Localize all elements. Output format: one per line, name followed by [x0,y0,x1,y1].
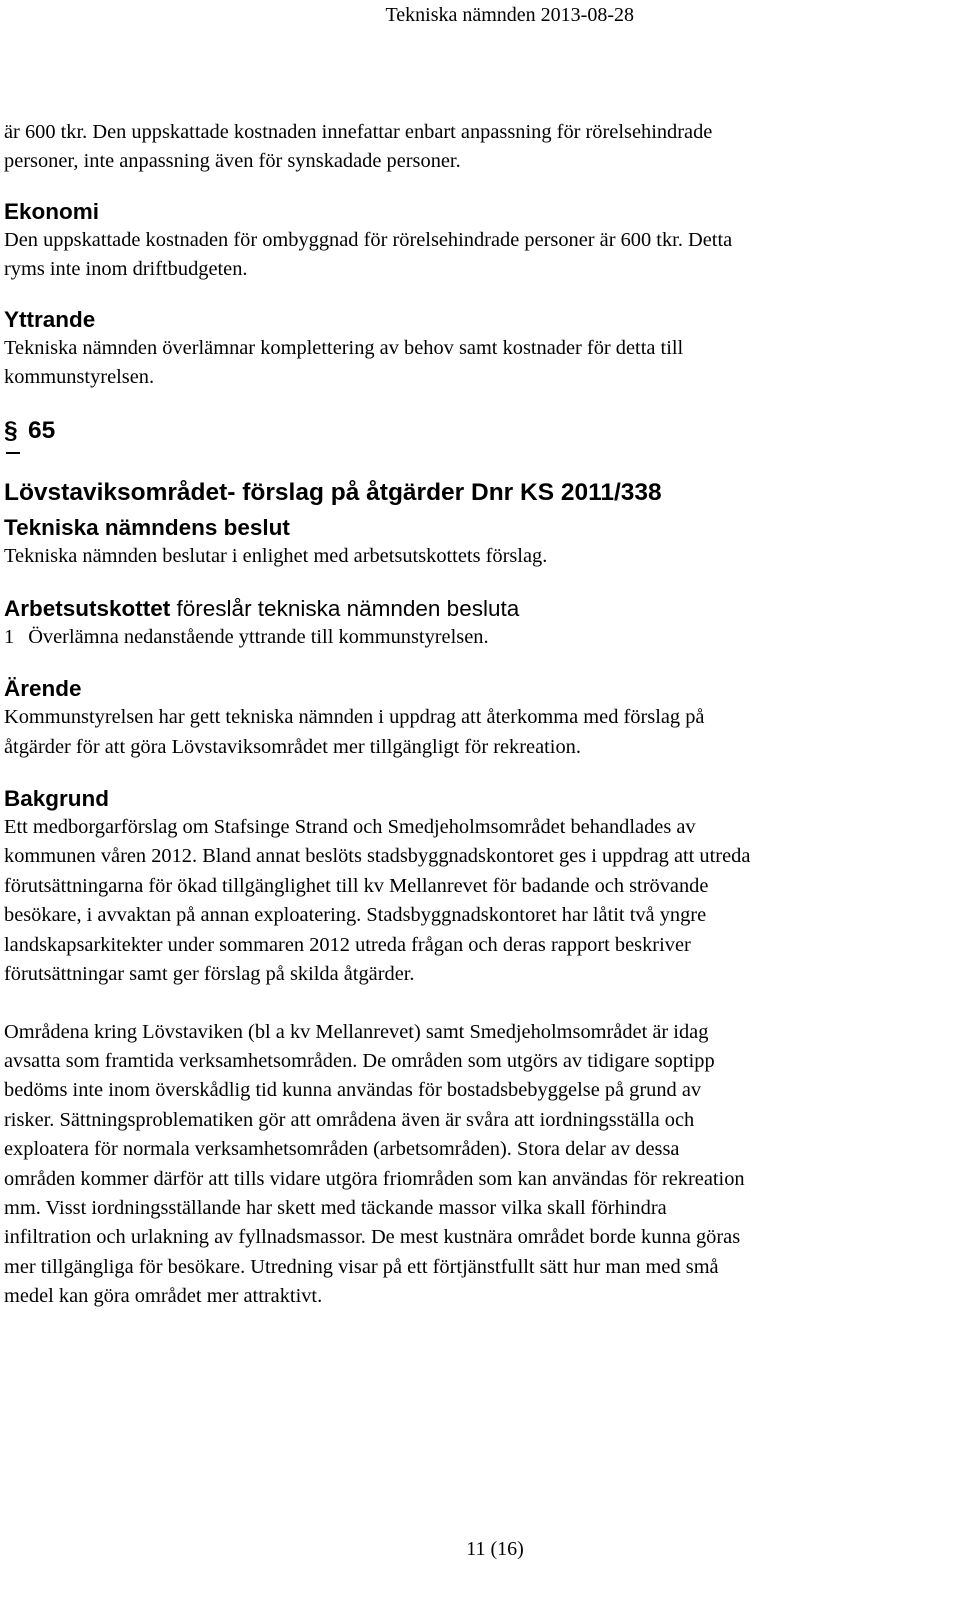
omradena-line-2: avsatta som framtida verksamhetsområden. De områden som utgörs av tidigare soptipp [4,1049,715,1072]
heading-arbetsutskottet-bold: Arbetsutskottet [4,595,171,621]
heading-yttrande: Yttrande [4,306,96,332]
proposal-item-number: 1 [4,625,15,648]
yttrande-line-1: Tekniska nämnden överlämnar komplettering av behov samt kostnader för detta till [4,336,684,359]
page-header: Tekniska nämnden 2013-08-28 [385,4,634,26]
heading-bakgrund: Bakgrund [4,786,110,812]
section-sign: § [4,416,24,446]
bakgrund-line-6: förutsättningar samt ger förslag på skilda åtgärder. [4,963,415,986]
page-number: 11 (16) [466,1538,524,1560]
section-number: 65 [28,417,56,445]
ekonomi-line-2: ryms inte inom driftbudgeten. [4,258,248,281]
bakgrund-line-4: besökare, i avvaktan på annan exploatering. Stadsbyggnadskontoret har låtit två yngre [4,904,707,927]
heading-arbetsutskottet [4,594,949,623]
omradena-line-4: risker. Sättningsproblematiken gör att områdena även är svåra att iordningsställa och [4,1108,695,1131]
arende-line-1: Kommunstyrelsen har gett tekniska nämnden i uppdrag att återkomma med förslag på [4,706,705,729]
agenda-item-title: Lövstaviksområdet- förslag på åtgärder Dnr KS 2011/338 [4,479,662,507]
omradena-line-10: medel kan göra området mer attraktivt. [4,1285,323,1308]
document-body [4,118,949,1312]
arende-line-2: åtgärder för att göra Lövstaviksområdet mer tillgängligt för rekreation. [4,735,581,758]
heading-arende: Ärende [4,676,82,702]
section-paragraph-number [4,416,949,446]
yttrande-line-2: kommunstyrelsen. [4,366,155,389]
intro-line-1: är 600 tkr. Den uppskattade kostnaden innefattar enbart anpassning för rörelsehindrade [4,121,713,143]
bakgrund-line-3: förutsättningarna för ökad tillgänglighet till kv Mellanrevet för badande och strövande [4,874,709,897]
proposal-item [4,623,949,652]
proposal-item-text: Överlämna nedanstående yttrande till kommunstyrelsen. [28,625,489,648]
intro-line-2: personer, inte anpassning även för synskadade personer. [4,150,461,173]
bakgrund-line-1: Ett medborgarförslag om Stafsinge Strand och Smedjeholmsområdet behandlades av [4,816,696,839]
omradena-line-5: exploatera för normala verksamhetsområden (arbetsområden). Stora delar av dessa [4,1138,680,1161]
bakgrund-line-5: landskapsarkitekter under sommaren 2012 utreda frågan och deras rapport beskriver [4,933,691,956]
beslut-line-1: Tekniska nämnden beslutar i enlighet med arbetsutskottets förslag. [4,545,548,568]
heading-ekonomi: Ekonomi [4,198,100,224]
omradena-line-1: Områdena kring Lövstaviken (bl a kv Mellanrevet) samt Smedjeholmsområdet är idag [4,1020,709,1043]
heading-beslut: Tekniska nämndens beslut [4,515,290,541]
omradena-line-7: mm. Visst iordningsställande har skett med täckande massor vilka skall förhindra [4,1196,667,1219]
omradena-line-9: mer tillgängliga för besökare. Utredning visar på ett förtjänstfullt sätt hur man med små [4,1255,719,1278]
omradena-line-3: bedöms inte inom överskådlig tid kunna användas för bostadsbebyggelse på grund av [4,1079,702,1102]
heading-arbetsutskottet-rest: föreslår tekniska nämnden besluta [170,595,520,621]
omradena-line-6: områden kommer därför att tills vidare utgöra friområden som kan användas för rekreation [4,1167,745,1190]
ekonomi-line-1: Den uppskattade kostnaden för ombyggnad för rörelsehindrade personer är 600 tkr. Detta [4,228,733,251]
omradena-line-8: infiltration och urlakning av fyllnadsmassor. De mest kustnära området borde kunna göras [4,1226,741,1249]
bakgrund-line-2: kommunen våren 2012. Bland annat beslöts stadsbyggnadskontoret ges i uppdrag att utreda [4,845,751,868]
